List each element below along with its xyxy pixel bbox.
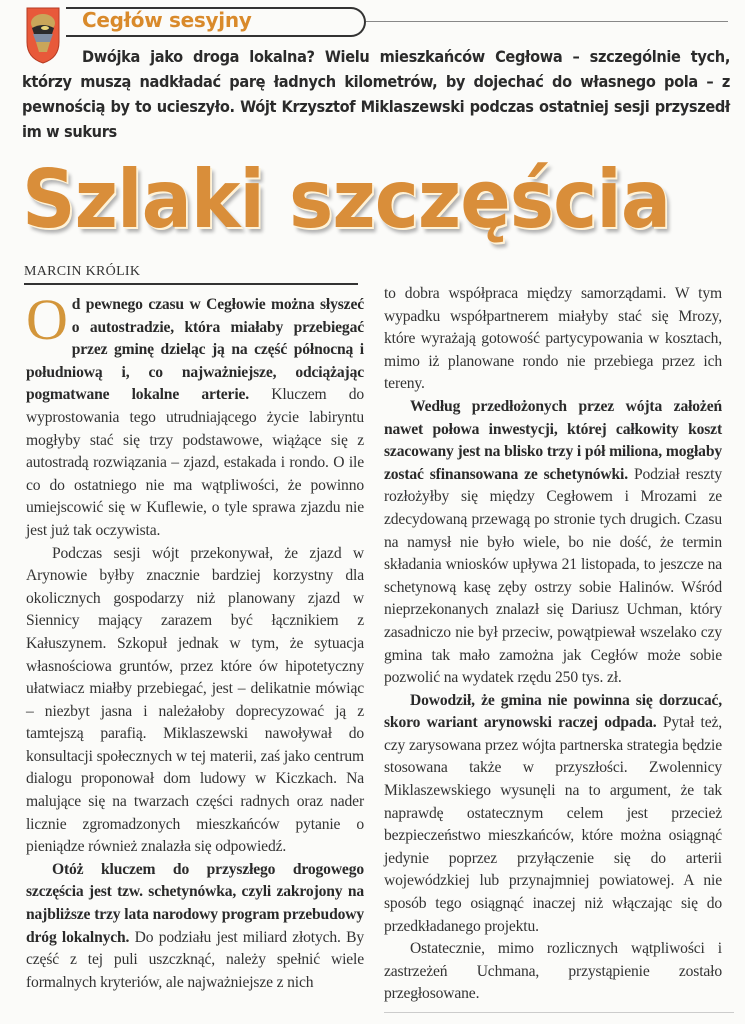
article-column-left <box>26 287 365 994</box>
paragraph <box>26 287 365 543</box>
paragraph <box>384 396 722 690</box>
bottom-rule <box>384 1012 734 1013</box>
paragraph-bold: Według przedłożonych przez wójta założeń nawet połowa inwestycji, której całkowity koszt szacowany jest na blisko trzy i pół miliona, mogłaby zostać sfinansowana ze schetynówki. <box>384 397 722 483</box>
header-rule <box>366 21 728 22</box>
author-byline: MARCIN KRÓLIK <box>24 264 141 279</box>
paragraph-bold: Dowodził, że gmina nie powinna się dorzucać, skoro wariant arynowski raczej odpada. <box>384 691 722 732</box>
paragraph-text: Podział reszty rozłożyłby się między Cegłowem i Mrozami ze zdecydowaną przewagą po stronie tych drugich. Czasu na namysł nie było wiele, bo nie dość, że termin składania wniosków upływa 21 listopada, to jeszcze na schetynową kasę zęby ostrzy sobie Halinów. Wśród nieprzekonanych znalazł się Dariusz Uchman, który zasadniczo nie był przeciw, powątpiewał wszelako czy gmina tak mało zamożna jak Cegłów może sobie pozwolić na wydatek rzędu 250 tys. zł. <box>384 465 722 687</box>
paragraph-text: Do podziału jest miliard złotych. By część z tej puli uszczknąć, należy spełnić wiele formalnych kryteriów, ale najważniejsze z nich <box>26 928 365 991</box>
byline-rule <box>24 283 358 285</box>
paragraph: Podczas sesji wójt przekonywał, że zjazd w Arynowie byłby znacznie bardziej korzystny dla okolicznych gospodarzy niż planowany zjazd w Siennicy mający zarazem być łącznikiem z Kałuszynem. Szkopuł jednak w tym, że sytuacja własnościowa gruntów, przez które ów hipotetyczny ułatwiacz miałby przebiegać, jest – delikatnie mówiąc – niezbyt jasna i należałoby doprecyzować ją z tamtejszą parafią. Miklaszewski nawoływał do konsultacji społecznych w tej materii, zaś jako centrum dialogu proponował dom ludowy w Kiczkach. Na malujące się na twarzach części radnych oraz nader licznie zgromadzonych mieszkańców pytanie o pieniądze również znalazła się odpowiedź. <box>26 544 364 856</box>
paragraph: Ostatecznie, mimo rozlicznych wątpliwości i zastrzeżeń Uchmana, przystąpienie zostało przegłosowane. <box>384 940 722 1003</box>
section-title: Cegłów sesyjny <box>82 8 252 32</box>
paragraph <box>384 690 722 939</box>
paragraph-text: Kluczem do wyprostowania tego utrudniającego życie labiryntu mogłyby stać się trzy podstawowe, wiążące się z autostradą rozwiązania – zjazd, estakada i rondo. O ile co do ostatniego nie ma wątpliwości, że powinno umiejscowić się w Kuflewie, o tyle sprawa zjazdu nie jest już tak oczywista. <box>26 386 365 539</box>
paragraph-bold: Otóż kluczem do przyszłego drogowego szczęścia jest tzw. schetynówka, czyli zakrojony na najbliższe trzy lata narodowy program przebudowy dróg lokalnych. <box>26 860 364 946</box>
paragraph-bold: d pewnego czasu w Cegłowie można słyszeć o autostradzie, która miałaby przebiegać przez gminę dzieląc ją na część północną i południową i, co najważniejsze, odciążając pogmatwane lokalne arterie. <box>26 296 364 404</box>
article-lead: Dwójka jako droga lokalna? Wielu mieszkańców Cegłowa – szczególnie tych, którzy muszą nadkładać parę ładnych kilometrów, by dojechać do własnego pola – z pewnością by to ucieszyło. Wójt Krzysztof Miklaszewski podczas ostatniej sesji przyszedł im w sukurs <box>22 47 730 141</box>
article-headline: Szlaki szczęścia <box>22 153 671 246</box>
paragraph: to dobra współpraca między samorządami. W tym wypadku współpartnerem miałyby stać się Mrozy, które wyrażają gotowość partycypowania w kosztach, mimo iż planowane rondo nie przebiega przez ich tereny. <box>384 285 722 393</box>
paragraph <box>26 859 364 995</box>
article-column-right <box>384 283 722 1006</box>
paragraph-text: Pytał też, czy zarysowana przez wójta partnerska strategia będzie stosowana także w przyszłości. Zwolennicy Miklaszewskiego wysunęli na to argument, że tak naprawdę ostatecznym celem jest przecież bezpieczeństwo mieszkańców, które można osiągnąć jedynie poprzez przyłączenie się do arterii wojewódzkiej lub przynajmniej powiatowej. A nie sposób tego osiągnąć inaczej niż włączając się do przedkładanego projektu. <box>384 714 722 935</box>
drop-cap: O <box>26 287 68 352</box>
